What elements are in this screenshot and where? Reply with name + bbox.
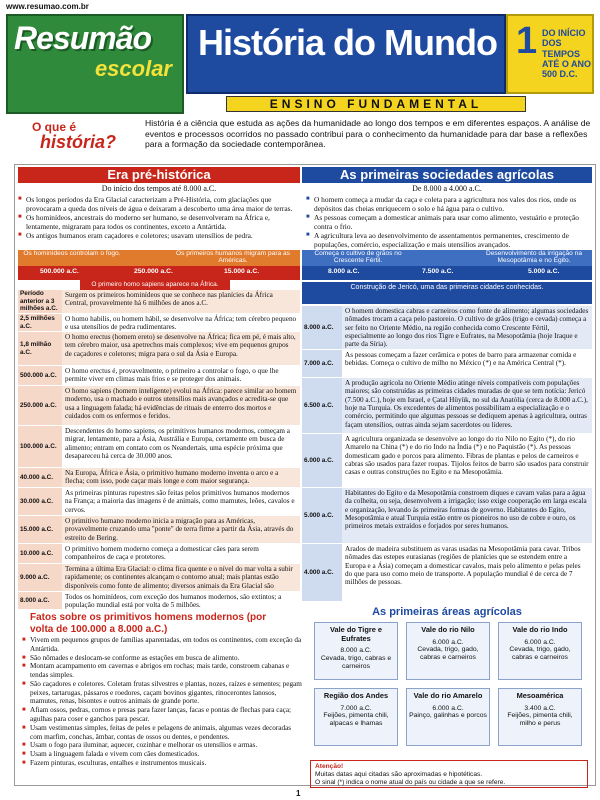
question-line1: O que é bbox=[32, 120, 77, 134]
table-row bbox=[18, 468, 300, 488]
header bbox=[6, 14, 594, 114]
row-text: A produção agrícola no Oriente Médio atinge níveis compatíveis com populações maiores; são construídas as primeiras cidades muradas de que se tem notícia: Jericó (7.500 a.C.), hoje em Israel, e Çatal Hüyük, no sul da Anatólia (cerca de 8.000 a.C.), hoje na Turquia. Os excedentes de alimentos possibilitam a especialização e o comércio, permitindo que algumas pessoas se dediquem apenas à agricultura, outras façam utensílios, outras ainda sejam sacerdotes ou líderes. bbox=[342, 378, 592, 433]
prehistory-bullets bbox=[18, 195, 300, 240]
jericho-callout: Construção de Jericó, uma das primeiras cidades conhecidas. bbox=[302, 282, 592, 304]
sapiens-callout: O primeiro homo sapiens aparece na África. bbox=[80, 280, 230, 290]
timeline-label: Os primeiros humanos migram para as Américas. bbox=[176, 250, 290, 264]
row-text: O primitivo homem moderno começa a domesticar cães para serem companheiros de caça e protetores. bbox=[62, 544, 300, 563]
list-item: ■ Os hominídeos, ancestrais do moderno ser humano, se desenvolveram na África e, lentamente, migraram para todos os continentes, exceto a Antártida. bbox=[18, 213, 300, 231]
row-date: 6.000 a.C. bbox=[302, 434, 342, 487]
row-date: 9.000 a.C. bbox=[18, 564, 62, 591]
row-text: O homo habilis, ou homem hábil, se desenvolve na África; tem cérebro pequeno e usa utensílios de pedra rudimentares. bbox=[62, 314, 300, 331]
row-text: Surgem os primeiros hominídeos que se conhece nas planícies da África Central, provavelmente há 6 milhões de anos a.C. bbox=[62, 290, 300, 313]
row-text: Descendentes do homo sapiens, os primitivos humanos modernos, começam a migrar, lentamente, para a Ásia, Austrália e Europa, certamente em busca de alimento; entram em contato com os Neandertais, uma espécie próxima que desapareceu há cerca de 30.000 anos. bbox=[62, 426, 300, 467]
volume-box bbox=[506, 14, 594, 94]
timeline-value: 15.000 a.C. bbox=[224, 268, 260, 275]
warning-box bbox=[310, 760, 588, 788]
area-date: 3.400 a.C. bbox=[524, 704, 556, 712]
agri-subheading: De 8.000 a 4.000 a.C. bbox=[412, 184, 482, 193]
row-date: 10.000 a.C. bbox=[18, 544, 62, 563]
row-date: 4.000 a.C. bbox=[302, 544, 342, 601]
school-level: ENSINO FUNDAMENTAL bbox=[226, 96, 526, 112]
facts-bullets bbox=[22, 636, 302, 768]
list-item: ■ Montam acampamento em cavernas e abrigos em rochas; mais tarde, constroem cabanas e tendas simples. bbox=[22, 662, 302, 680]
table-row bbox=[302, 434, 592, 488]
agri-heading: As primeiras sociedades agrícolas bbox=[302, 167, 592, 183]
areas-heading: As primeiras áreas agrícolas bbox=[372, 606, 522, 618]
timeline-label: Desenvolvimento da irrigação na Mesopotâmia e no Egito. bbox=[485, 250, 583, 264]
timeline-value: 7.500 a.C. bbox=[422, 268, 454, 275]
row-date: 7.000 a.C. bbox=[302, 350, 342, 377]
area-date: 8.000 a.C. bbox=[340, 647, 372, 655]
timeline-value: 8.000 a.C. bbox=[328, 268, 360, 275]
list-item: ■ Afiam ossos, pedras, cornos e presas para fazer lanças, facas e pontas de flechas para caça; agulhas para coser e ganchos para pescar. bbox=[22, 706, 302, 724]
row-date: 1,8 milhão a.C. bbox=[18, 332, 62, 365]
table-row bbox=[18, 564, 300, 592]
area-card bbox=[498, 688, 582, 746]
area-desc: Cevada, trigo, gado, cabras e carneiros bbox=[417, 646, 479, 662]
row-text: O homo sapiens (homem inteligente) evolui na África: parece similar ao homem moderno, usa o machado e outros utensílios mais avançados e acredita-se que usa a linguagem falada; há evidências de rituais de enterro dos mortos e cuidados com os enfermos e feridos. bbox=[62, 386, 300, 425]
row-date: 100.000 a.C. bbox=[18, 426, 62, 467]
area-desc: Painço, galinhas e porcos bbox=[409, 712, 487, 720]
page-number: 1 bbox=[296, 789, 301, 798]
row-text: O homem domestica cabras e carneiros como fonte de alimento; algumas sociedades nômades trocam a caça pelo pastoreio. O cultivo de grãos (trigo e cevada) começa a ser feito no Oriente Médio, na região conhecida como Crescente Fértil, especialmente ao longo dos rios Tigre e Eufrates, na Mesopotâmia (hoje Iraque e parte da Síria). bbox=[342, 306, 592, 349]
area-name: Vale do rio Amarelo bbox=[413, 691, 483, 700]
table-row bbox=[302, 350, 592, 378]
list-item: ■ Vivem em pequenos grupos de famílias aparentadas, em todos os continentes, com exceção da Antártida. bbox=[22, 636, 302, 654]
area-card bbox=[406, 622, 490, 680]
brand-line1: Resumão bbox=[14, 20, 152, 56]
table-row bbox=[18, 386, 300, 426]
brand-logo bbox=[6, 14, 184, 114]
area-card bbox=[498, 622, 582, 680]
list-item: ■ São nômades e deslocam-se conforme as estações em busca de alimento. bbox=[22, 654, 302, 663]
list-item: ■ Usam a linguagem falada e vivem com cães domesticados. bbox=[22, 750, 302, 759]
facts-heading: Fatos sobre os primitivos homens modernos (por volta de 100.000 a 8.000 a.C.) bbox=[30, 612, 267, 635]
table-row bbox=[18, 332, 300, 366]
table-row bbox=[18, 314, 300, 332]
row-text: Arados de madeira substituem as varas usadas na Mesopotâmia para cavar. Tribos nômades das estepes eurasianas (regiões de planícies que se estendem entre a Europa e a Ásia) começam a domesticar cavalos, mais pelo alimento e pelas peles do que para uso como meio de transporte. A população mundial é de cerca de 7 milhões de pessoas. bbox=[342, 544, 592, 601]
row-text: As primeiras pinturas rupestres são feitas pelos primitivos humanos modernos na França; a maioria das imagens é de animais, como mamutes, leões, cavalos e cervos. bbox=[62, 488, 300, 515]
row-date: 40.000 a.C. bbox=[18, 468, 62, 487]
row-date: 250.000 a.C. bbox=[18, 386, 62, 425]
area-date: 6.000 a.C. bbox=[432, 704, 464, 712]
area-name: Vale do rio Indo bbox=[512, 625, 568, 634]
area-desc: Cevada, trigo, gado, cabras e carneiros bbox=[509, 646, 571, 662]
prehistory-subheading: Do início dos tempos até 8.000 a.C. bbox=[101, 184, 217, 193]
volume-number: 1 bbox=[516, 20, 538, 62]
agri-table bbox=[302, 306, 592, 602]
list-item: ■ Usam vestimentas simples, feitas de peles e pelagens de animais, algumas vezes decoradas com marfim, conchas, âmbar, contas de ossos ou dentes, e pendentes. bbox=[22, 724, 302, 742]
row-text: O homo erectus (homem ereto) se desenvolve na África; fica em pé, é mais alto, tem cérebro maior, usa apetrechos mais complexos; vive em pequenos grupos de caçadores e coletores; migra para o sul da Ásia e Europa. bbox=[62, 332, 300, 365]
area-card bbox=[406, 688, 490, 746]
question-line2: história? bbox=[40, 132, 117, 152]
warning-title: Atenção! bbox=[315, 763, 344, 770]
row-text: A agricultura organizada se desenvolve ao longo do rio Nilo no Egito (*), do rio Amarelo na China (*) e do rio Indo na Índia (*) e no Paquistão (*). As pessoas domesticam gado e porcos para alimento. Fibras de plantas e pelos de carneiros e cabras são usados para fazer roupas. Tijolos feitos de barro são usados para construir casas e outras construções no Egito e na Mesopotâmia. bbox=[342, 434, 592, 487]
list-item: ■ Os longos períodos da Era Glacial caracterizam a Pré-História, com glaciações que provocaram a queda dos níveis de água e deixaram a descoberto uma área maior de terras. bbox=[18, 195, 300, 213]
row-date: 8.000 a.C. bbox=[18, 592, 62, 609]
table-row bbox=[18, 366, 300, 386]
intro-text: História é a ciência que estuda as ações da humanidade ao longo dos tempos e em diferentes espaços. A análise de eventos e processos ocorridos no passado contribui para o conhecimento da humanidade para dar base a reflexões para a formação da sociedade contemporânea. bbox=[145, 118, 591, 150]
warning-line: O sinal (*) indica o nome atual do país ou cidade a que se refere. bbox=[315, 778, 506, 786]
row-date: 6.500 a.C. bbox=[302, 378, 342, 433]
site-url: www.resumao.com.br bbox=[6, 2, 89, 11]
area-name: Mesoamérica bbox=[516, 691, 564, 700]
table-row bbox=[302, 488, 592, 544]
area-card bbox=[314, 688, 398, 746]
page-title: História do Mundo bbox=[198, 22, 497, 63]
table-row bbox=[302, 544, 592, 602]
volume-subtitle: DO INÍCIO DOS TEMPOS ATÉ O ANO 500 D.C. bbox=[542, 28, 591, 80]
row-date: Período anterior a 3 milhões a.C. bbox=[18, 290, 62, 313]
area-date: 6.000 a.C. bbox=[524, 638, 556, 646]
list-item: ■ Fazem pinturas, esculturas, entalhes e instrumentos musicais. bbox=[22, 759, 302, 768]
list-item: ■ Os antigos humanos eram caçadores e coletores; usavam utensílios de pedra. bbox=[18, 231, 300, 240]
timeline-label: Começa o cultivo de grãos no Crescente Fértil. bbox=[314, 250, 402, 264]
area-card bbox=[314, 622, 398, 680]
table-row bbox=[18, 516, 300, 544]
warning-line: Muitas datas aqui citadas são aproximadas e hipotéticas. bbox=[315, 770, 483, 778]
timeline-value: 500.000 a.C. bbox=[40, 268, 79, 275]
row-text: O homo erectus é, provavelmente, o primeiro a controlar o fogo, o que lhe permite viver em climas mais frios e se proteger dos animais. bbox=[62, 366, 300, 385]
area-desc: Feijões, pimenta chili, alpacas e lhamas bbox=[323, 712, 389, 728]
table-row bbox=[18, 290, 300, 314]
row-date: 5.000 a.C. bbox=[302, 488, 342, 543]
agri-bullets bbox=[306, 195, 592, 249]
list-item: ■ As pessoas começam a domesticar animais para usar como alimento, vestuário e proteção contra o frio. bbox=[306, 213, 592, 231]
row-date: 500.000 a.C. bbox=[18, 366, 62, 385]
area-date: 7.000 a.C. bbox=[340, 704, 372, 712]
row-text: Termina a última Era Glacial: o clima fica quente e o nível do mar volta a subir rapidamente; os continentes alcançam o contorno atual; mais plantas estão disponíveis como fonte de alimento; diversos animais da Era Glacial são bbox=[62, 564, 300, 591]
row-date: 30.000 a.C. bbox=[18, 488, 62, 515]
list-item: ■ O homem começa a mudar da caça e coleta para a agricultura nos vales dos rios, onde os depósitos das cheias enriquecem o solo e há água para o cultivo. bbox=[306, 195, 592, 213]
table-row bbox=[18, 488, 300, 516]
table-row bbox=[18, 592, 300, 610]
area-desc: Cevada, trigo, cabras e carneiros bbox=[320, 654, 392, 670]
row-date: 2,5 milhões a.C. bbox=[18, 314, 62, 331]
prehistory-table bbox=[18, 290, 300, 610]
area-name: Vale do rio Nilo bbox=[421, 625, 475, 634]
prehistory-heading: Era pré-histórica bbox=[18, 167, 300, 183]
row-date: 8.000 a.C. bbox=[302, 306, 342, 349]
row-text: As pessoas começam a fazer cerâmica e potes de barro para armazenar comida e bebidas. Começa o cultivo de milho no México (*) e na América Central (*). bbox=[342, 350, 592, 377]
table-row bbox=[302, 306, 592, 350]
row-text: Na Europa, África e Ásia, o primitivo humano moderno inventa o arco e a flecha; com isso, pode caçar mais longe e com maior segurança. bbox=[62, 468, 300, 487]
row-text: Habitantes do Egito e da Mesopotâmia constroem diques e cavam valas para a água da colheita, ou seja, desenvolvem a irrigação; isso exige cooperação em larga escala e organização, levando às primeiras formas de governo. Habitantes do Egito, Mesopotâmia e atual Turquia estão entre os pioneiros no uso de cobre e ouro, os primeiros metais extraídos e forjados por seres humanos. bbox=[342, 488, 592, 543]
area-name: Vale do Tigre e Eufrates bbox=[329, 625, 383, 643]
row-date: 15.000 a.C. bbox=[18, 516, 62, 543]
area-desc: Feijões, pimenta chili, milho e perus bbox=[507, 712, 573, 728]
table-row bbox=[302, 378, 592, 434]
areas-grid bbox=[310, 622, 588, 754]
timeline-label: Os hominídeos controlam o fogo. bbox=[23, 250, 121, 257]
area-name: Região dos Andes bbox=[323, 691, 389, 700]
timeline-bar bbox=[18, 250, 592, 280]
table-row bbox=[18, 426, 300, 468]
title-box bbox=[186, 14, 506, 94]
timeline-value: 5.000 a.C. bbox=[528, 268, 560, 275]
list-item: ■ São caçadores e coletores. Coletam frutas silvestres e plantas, nozes, raízes e sementes; pegam peixes, tartarugas, pássaros e roedores, caçam bovinos gigantes, rinocerontes lanosos, mamutes, renas, bisontes e outros animais de grande porte. bbox=[22, 680, 302, 706]
row-text: O primitivo humano moderno inicia a migração para as Américas, provavelmente cruzando uma "ponte" de terra firme a partir da Ásia, através do estreito de Bering. bbox=[62, 516, 300, 543]
timeline-value: 250.000 a.C. bbox=[134, 268, 173, 275]
list-item: ■ Usam o fogo para iluminar, aquecer, cozinhar e melhorar os utensílios e armas. bbox=[22, 741, 302, 750]
list-item: ■ A agricultura leva ao desenvolvimento de assentamentos permanentes, crescimento de populações, comércio, especialização e mais utensílios avançados. bbox=[306, 231, 592, 249]
brand-line2: escolar bbox=[94, 56, 172, 81]
area-date: 6.000 a.C. bbox=[432, 638, 464, 646]
row-text: Todos os hominídeos, com exceção dos humanos modernos, são extintos; a população mundial está por volta de 5 milhões. bbox=[62, 592, 300, 609]
table-row bbox=[18, 544, 300, 564]
